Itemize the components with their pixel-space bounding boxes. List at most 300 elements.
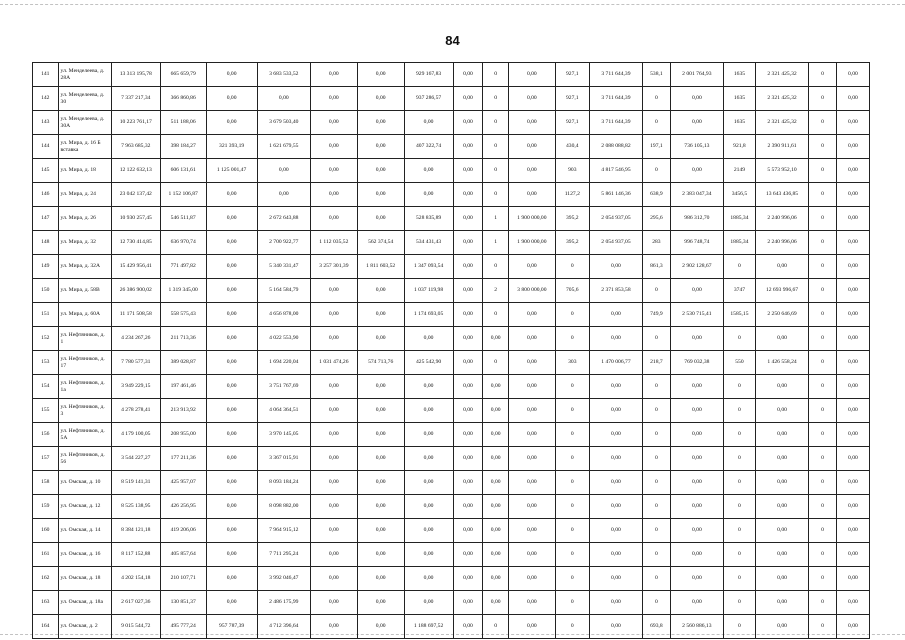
value-cell: 0: [643, 543, 671, 567]
value-cell: 996 748,74: [670, 231, 723, 255]
value-cell: 0,00: [508, 567, 555, 591]
value-cell: 5 340 331,47: [257, 255, 310, 279]
table-row: [33, 111, 870, 135]
value-cell: 0,00: [670, 159, 723, 183]
value-cell: 0,00: [404, 399, 453, 423]
value-cell: 13 313 195,78: [111, 63, 160, 87]
value-cell: 0,00: [357, 279, 404, 303]
value-cell: 693,8: [643, 615, 671, 639]
value-cell: 3 257 301,39: [310, 255, 357, 279]
value-cell: 3456,5: [723, 183, 755, 207]
value-cell: 0,00: [836, 567, 869, 591]
value-cell: 23 042 137,42: [111, 183, 160, 207]
value-cell: 0: [555, 327, 589, 351]
value-cell: 0,00: [357, 111, 404, 135]
value-cell: 0,00: [836, 375, 869, 399]
value-cell: 929 167,83: [404, 63, 453, 87]
table-row: [33, 519, 870, 543]
value-cell: 430,4: [555, 135, 589, 159]
address-cell: ул. Мира, д. 32: [58, 231, 111, 255]
address-cell: ул. Нефтяников, д. 5А: [58, 423, 111, 447]
table-row: [33, 279, 870, 303]
value-cell: 0: [483, 351, 509, 375]
row-number-cell: 145: [33, 159, 59, 183]
value-cell: 2 240 996,06: [755, 207, 808, 231]
value-cell: 0,00: [310, 471, 357, 495]
value-cell: 0,00: [310, 543, 357, 567]
value-cell: 0,00: [755, 327, 808, 351]
value-cell: 0,00: [357, 423, 404, 447]
value-cell: 534 431,43: [404, 231, 453, 255]
value-cell: 0: [643, 447, 671, 471]
value-cell: 0,00: [206, 351, 257, 375]
value-cell: 574 713,76: [357, 351, 404, 375]
value-cell: 3 992 046,47: [257, 567, 310, 591]
value-cell: 1 319 345,00: [160, 279, 206, 303]
value-cell: 389 028,87: [160, 351, 206, 375]
value-cell: 0,00: [836, 231, 869, 255]
value-cell: 0,00: [404, 111, 453, 135]
value-cell: 0,00: [404, 495, 453, 519]
value-cell: 0: [809, 159, 837, 183]
value-cell: 0,00: [508, 591, 555, 615]
value-cell: 0,00: [483, 423, 509, 447]
table-row: [33, 207, 870, 231]
value-cell: 1 694 220,04: [257, 351, 310, 375]
value-cell: 3 970 145,05: [257, 423, 310, 447]
value-cell: 1 152 106,87: [160, 183, 206, 207]
value-cell: 0,00: [589, 591, 642, 615]
value-cell: 0,00: [206, 111, 257, 135]
value-cell: 0,00: [453, 351, 483, 375]
table-row: [33, 615, 870, 639]
value-cell: 0,00: [453, 135, 483, 159]
value-cell: 0,00: [310, 159, 357, 183]
value-cell: 0,00: [755, 255, 808, 279]
value-cell: 0,00: [670, 447, 723, 471]
value-cell: 1 174 693,05: [404, 303, 453, 327]
value-cell: 2 250 646,69: [755, 303, 808, 327]
address-cell: ул. Мира, д. 32А: [58, 255, 111, 279]
value-cell: 0,00: [670, 327, 723, 351]
value-cell: 0: [809, 471, 837, 495]
value-cell: 511 188,06: [160, 111, 206, 135]
value-cell: 0,00: [589, 567, 642, 591]
value-cell: 0,00: [206, 63, 257, 87]
value-cell: 15 429 956,41: [111, 255, 160, 279]
row-number-cell: 147: [33, 207, 59, 231]
value-cell: 0: [643, 279, 671, 303]
value-cell: 0,00: [206, 303, 257, 327]
value-cell: 0,00: [508, 159, 555, 183]
value-cell: 0,00: [755, 447, 808, 471]
table-row: [33, 87, 870, 111]
value-cell: 0,00: [310, 567, 357, 591]
row-number-cell: 163: [33, 591, 59, 615]
value-cell: 0: [809, 591, 837, 615]
value-cell: 0,00: [755, 471, 808, 495]
value-cell: 7 337 217,34: [111, 87, 160, 111]
value-cell: 395,2: [555, 207, 589, 231]
row-number-cell: 143: [33, 111, 59, 135]
value-cell: 0,00: [755, 375, 808, 399]
value-cell: 0,00: [836, 423, 869, 447]
value-cell: 0,00: [310, 135, 357, 159]
value-cell: 0,00: [508, 615, 555, 639]
value-cell: 1127,2: [555, 183, 589, 207]
value-cell: 8 525 138,95: [111, 495, 160, 519]
value-cell: 0,00: [589, 543, 642, 567]
value-cell: 295,6: [643, 207, 671, 231]
value-cell: 0: [809, 111, 837, 135]
value-cell: 1 188 697,52: [404, 615, 453, 639]
address-cell: ул. Мира, д. 26: [58, 207, 111, 231]
value-cell: 1: [483, 207, 509, 231]
value-cell: 2 054 937,05: [589, 207, 642, 231]
value-cell: 636 970,74: [160, 231, 206, 255]
value-cell: 0: [809, 543, 837, 567]
table-row: [33, 591, 870, 615]
value-cell: 0,00: [257, 159, 310, 183]
value-cell: 8 384 121,18: [111, 519, 160, 543]
value-cell: 921,8: [723, 135, 755, 159]
value-cell: 3 679 503,40: [257, 111, 310, 135]
value-cell: 218,7: [643, 351, 671, 375]
value-cell: 0,00: [404, 423, 453, 447]
address-cell: ул. Омская, д. 2: [58, 615, 111, 639]
row-number-cell: 148: [33, 231, 59, 255]
table-row: [33, 303, 870, 327]
value-cell: 0,00: [589, 519, 642, 543]
value-cell: 0,00: [508, 87, 555, 111]
value-cell: 0,00: [206, 399, 257, 423]
value-cell: 0,00: [310, 327, 357, 351]
value-cell: 4 022 553,90: [257, 327, 310, 351]
value-cell: 3747: [723, 279, 755, 303]
value-cell: 0: [809, 495, 837, 519]
value-cell: 0: [723, 495, 755, 519]
value-cell: 0,00: [483, 567, 509, 591]
value-cell: 927,1: [555, 63, 589, 87]
value-cell: 12 730 414,85: [111, 231, 160, 255]
value-cell: 197,1: [643, 135, 671, 159]
value-cell: 1 811 603,52: [357, 255, 404, 279]
row-number-cell: 164: [33, 615, 59, 639]
value-cell: 10 223 761,17: [111, 111, 160, 135]
value-cell: 0: [555, 495, 589, 519]
value-cell: 0,00: [453, 159, 483, 183]
value-cell: 0,00: [670, 495, 723, 519]
row-number-cell: 152: [33, 327, 59, 351]
value-cell: 0,00: [589, 471, 642, 495]
value-cell: 0,00: [453, 63, 483, 87]
row-number-cell: 150: [33, 279, 59, 303]
value-cell: 0: [555, 615, 589, 639]
table-row: [33, 375, 870, 399]
value-cell: 0: [555, 471, 589, 495]
value-cell: 0,00: [755, 399, 808, 423]
value-cell: 0,00: [310, 447, 357, 471]
address-cell: ул. Омская, д. 16: [58, 543, 111, 567]
value-cell: 0: [809, 87, 837, 111]
value-cell: 0,00: [206, 183, 257, 207]
value-cell: 0,00: [310, 279, 357, 303]
value-cell: 3 751 767,69: [257, 375, 310, 399]
value-cell: 0,00: [206, 591, 257, 615]
value-cell: 0,00: [206, 447, 257, 471]
value-cell: 0,00: [670, 375, 723, 399]
value-cell: 0: [555, 567, 589, 591]
value-cell: 0: [809, 63, 837, 87]
value-cell: 1 426 558,24: [755, 351, 808, 375]
data-table: [32, 62, 870, 639]
value-cell: 3 683 533,52: [257, 63, 310, 87]
row-number-cell: 155: [33, 399, 59, 423]
value-cell: 0,00: [310, 63, 357, 87]
address-cell: ул. Менделеева, д. 28А: [58, 63, 111, 87]
value-cell: 0,00: [357, 207, 404, 231]
address-cell: ул. Мира, д. 60А: [58, 303, 111, 327]
table-row: [33, 495, 870, 519]
address-cell: ул. Мира, д. 18: [58, 159, 111, 183]
value-cell: 0,00: [453, 207, 483, 231]
value-cell: 705,6: [555, 279, 589, 303]
value-cell: 213 913,92: [160, 399, 206, 423]
value-cell: 0,00: [404, 567, 453, 591]
address-cell: ул. Нефтяников, д. 3: [58, 399, 111, 423]
value-cell: 2 088 088,82: [589, 135, 642, 159]
value-cell: 0,00: [357, 327, 404, 351]
value-cell: 0,00: [257, 183, 310, 207]
value-cell: 2 486 175,99: [257, 591, 310, 615]
value-cell: 0,00: [310, 87, 357, 111]
value-cell: 0,00: [357, 495, 404, 519]
value-cell: 1: [483, 231, 509, 255]
value-cell: 8 093 184,24: [257, 471, 310, 495]
value-cell: 0,00: [589, 303, 642, 327]
value-cell: 0,00: [836, 207, 869, 231]
value-cell: 2 700 922,77: [257, 231, 310, 255]
value-cell: 0,00: [836, 471, 869, 495]
table-row: [33, 255, 870, 279]
value-cell: 0,00: [453, 111, 483, 135]
value-cell: 0,00: [206, 375, 257, 399]
value-cell: 0: [483, 63, 509, 87]
value-cell: 0,00: [589, 447, 642, 471]
value-cell: 0,00: [404, 471, 453, 495]
value-cell: 0,00: [404, 519, 453, 543]
value-cell: 0,00: [404, 543, 453, 567]
address-cell: ул. Нефтяников, д. 1а: [58, 375, 111, 399]
value-cell: 1585,15: [723, 303, 755, 327]
value-cell: 986 312,70: [670, 207, 723, 231]
value-cell: 665 659,79: [160, 63, 206, 87]
value-cell: 0,00: [404, 375, 453, 399]
value-cell: 4 656 878,00: [257, 303, 310, 327]
value-cell: 736 105,13: [670, 135, 723, 159]
value-cell: 0,00: [357, 135, 404, 159]
value-cell: 0: [809, 183, 837, 207]
value-cell: 197 461,46: [160, 375, 206, 399]
value-cell: 7 964 915,12: [257, 519, 310, 543]
value-cell: 0,00: [755, 591, 808, 615]
value-cell: 0,00: [508, 471, 555, 495]
value-cell: 0,00: [755, 519, 808, 543]
value-cell: 0,00: [508, 135, 555, 159]
value-cell: 0,00: [453, 567, 483, 591]
value-cell: 0: [809, 351, 837, 375]
value-cell: 0: [723, 519, 755, 543]
value-cell: 0,00: [453, 543, 483, 567]
value-cell: 0: [723, 471, 755, 495]
value-cell: 0: [723, 375, 755, 399]
value-cell: 0,00: [836, 327, 869, 351]
row-number-cell: 159: [33, 495, 59, 519]
value-cell: 0,00: [836, 399, 869, 423]
value-cell: 208 955,00: [160, 423, 206, 447]
value-cell: 2 321 425,32: [755, 111, 808, 135]
value-cell: 0,00: [206, 207, 257, 231]
table-row: [33, 63, 870, 87]
table-row: [33, 231, 870, 255]
value-cell: 0,00: [483, 399, 509, 423]
value-cell: 2 383 047,34: [670, 183, 723, 207]
value-cell: 0,00: [483, 591, 509, 615]
value-cell: 0,00: [508, 183, 555, 207]
value-cell: 0,00: [357, 87, 404, 111]
value-cell: 1 470 006,77: [589, 351, 642, 375]
value-cell: 0: [723, 423, 755, 447]
value-cell: 3 949 229,15: [111, 375, 160, 399]
value-cell: 0,00: [310, 303, 357, 327]
value-cell: 4 817 546,95: [589, 159, 642, 183]
value-cell: 0,00: [453, 399, 483, 423]
value-cell: 0,00: [755, 495, 808, 519]
row-number-cell: 144: [33, 135, 59, 159]
value-cell: 927,1: [555, 111, 589, 135]
value-cell: 26 386 900,02: [111, 279, 160, 303]
value-cell: 0,00: [836, 159, 869, 183]
value-cell: 0,00: [357, 615, 404, 639]
value-cell: 0,00: [453, 447, 483, 471]
value-cell: 211 713,36: [160, 327, 206, 351]
value-cell: 562 374,54: [357, 231, 404, 255]
value-cell: 8 519 141,31: [111, 471, 160, 495]
value-cell: 0,00: [310, 207, 357, 231]
value-cell: 1635: [723, 63, 755, 87]
value-cell: 1 900 000,00: [508, 207, 555, 231]
table-body: [33, 63, 870, 639]
value-cell: 13 643 436,85: [755, 183, 808, 207]
row-number-cell: 161: [33, 543, 59, 567]
value-cell: 0: [643, 87, 671, 111]
value-cell: 0,00: [357, 447, 404, 471]
address-cell: ул. Омская, д. 12: [58, 495, 111, 519]
value-cell: 0,00: [836, 63, 869, 87]
value-cell: 398 184,27: [160, 135, 206, 159]
value-cell: 0,00: [836, 351, 869, 375]
value-cell: 5 164 584,79: [257, 279, 310, 303]
value-cell: 5 573 952,10: [755, 159, 808, 183]
value-cell: 9 015 544,72: [111, 615, 160, 639]
value-cell: 0,00: [404, 183, 453, 207]
value-cell: 0,00: [670, 591, 723, 615]
value-cell: 3 711 644,39: [589, 63, 642, 87]
value-cell: 1 031 474,26: [310, 351, 357, 375]
value-cell: 2 672 643,88: [257, 207, 310, 231]
value-cell: 4 234 267,26: [111, 327, 160, 351]
table-row: [33, 135, 870, 159]
value-cell: 407 322,74: [404, 135, 453, 159]
value-cell: 0,00: [508, 423, 555, 447]
value-cell: 0: [809, 303, 837, 327]
value-cell: 0,00: [404, 327, 453, 351]
value-cell: 0,00: [483, 447, 509, 471]
value-cell: 303: [555, 351, 589, 375]
table-row: [33, 543, 870, 567]
value-cell: 3 367 015,91: [257, 447, 310, 471]
value-cell: 0,00: [453, 591, 483, 615]
value-cell: 0: [643, 519, 671, 543]
value-cell: 0,00: [483, 327, 509, 351]
value-cell: 0: [723, 567, 755, 591]
value-cell: 0,00: [836, 447, 869, 471]
address-cell: ул. Омская, д. 14: [58, 519, 111, 543]
value-cell: 0,00: [206, 495, 257, 519]
value-cell: 4 179 100,05: [111, 423, 160, 447]
value-cell: 0,00: [670, 543, 723, 567]
value-cell: 1 621 679,55: [257, 135, 310, 159]
value-cell: 1635: [723, 87, 755, 111]
value-cell: 4 064 364,51: [257, 399, 310, 423]
value-cell: 0,00: [404, 447, 453, 471]
value-cell: 0: [555, 543, 589, 567]
table-row: [33, 351, 870, 375]
value-cell: 0,00: [508, 495, 555, 519]
value-cell: 1 037 119,98: [404, 279, 453, 303]
value-cell: 0,00: [836, 87, 869, 111]
value-cell: 12 693 996,67: [755, 279, 808, 303]
value-cell: 0,00: [206, 567, 257, 591]
value-cell: 0: [555, 591, 589, 615]
value-cell: 7 711 295,24: [257, 543, 310, 567]
value-cell: 0,00: [755, 615, 808, 639]
value-cell: 0: [643, 567, 671, 591]
value-cell: 1885,34: [723, 207, 755, 231]
row-number-cell: 158: [33, 471, 59, 495]
value-cell: 0: [809, 327, 837, 351]
value-cell: 4 278 278,41: [111, 399, 160, 423]
value-cell: 0,00: [357, 183, 404, 207]
value-cell: 395,2: [555, 231, 589, 255]
value-cell: 749,9: [643, 303, 671, 327]
value-cell: 0: [483, 159, 509, 183]
value-cell: 550: [723, 351, 755, 375]
value-cell: 0,00: [206, 423, 257, 447]
address-cell: ул. Омская, д. 18а: [58, 591, 111, 615]
value-cell: 0,00: [206, 471, 257, 495]
value-cell: 0: [643, 423, 671, 447]
table-row: [33, 183, 870, 207]
value-cell: 0: [809, 615, 837, 639]
value-cell: 937 286,57: [404, 87, 453, 111]
value-cell: 0,00: [670, 471, 723, 495]
table-row: [33, 447, 870, 471]
value-cell: 366 860,86: [160, 87, 206, 111]
value-cell: 0,00: [310, 375, 357, 399]
value-cell: 0,00: [836, 111, 869, 135]
value-cell: 0,00: [453, 495, 483, 519]
